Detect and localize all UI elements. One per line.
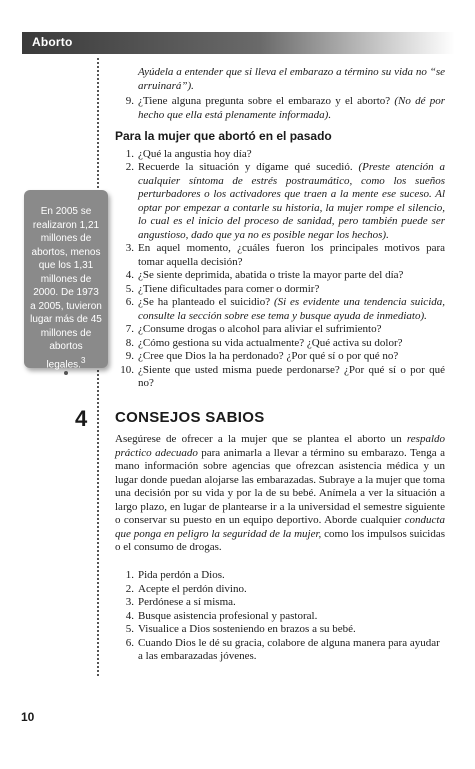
question-text: En aquel momento, ¿cuáles fueron los principales motivos para tomar aquella decisión? (138, 242, 445, 268)
page-number: 10 (21, 710, 35, 724)
question-text: Recuerde la situación y dígame qué sucedió. (138, 161, 353, 173)
item-number: 9. (125, 350, 134, 362)
sidebar-stat-text (30, 205, 102, 371)
question-text: ¿Consume drogas o alcohol para aliviar el sufrimiento? (138, 323, 382, 335)
list-item (115, 242, 445, 269)
past-questions-list (115, 148, 445, 391)
question-text: ¿Tiene dificultades para comer o dormir? (138, 282, 320, 295)
question-note: (Preste atención a cualquier síntoma de estrés postraumático, como los sueños perturbadores o los activadores que traen a la mente ese suceso. Al optar por empezar a contarle su historia, la mujer rompe el silencio, lo cual es el inicio del proceso de sanidad, pero también puede ser angustioso, dado que ya no es posible negar los hechos). (138, 161, 446, 241)
tip-text: Busque asistencia profesional y pastoral. (138, 609, 318, 622)
list-item (115, 596, 445, 610)
list-item (115, 269, 445, 283)
tip-text: Perdónese a sí misma. (138, 596, 236, 608)
continuation-text: Ayúdela a entender que si lleva el embarazo a término su vida no “se arruinará”). (138, 66, 445, 92)
question-text: ¿Cómo gestiona su vida actualmente? ¿Qué activa su dolor? (138, 336, 403, 349)
paragraph-text: Asegúrese de ofrecer a la mujer que se plantea el aborto un (115, 433, 407, 445)
item-number: 2. (125, 161, 134, 173)
list-item (115, 569, 445, 583)
list-item (115, 637, 445, 664)
question-text: ¿Se ha planteado el suicidio? (138, 296, 271, 308)
item-number: 1. (125, 147, 134, 160)
tip-text: Cuando Dios le dé su gracia, colabore de alguna manera para ayudar a las embarazadas jóvenes. (138, 636, 440, 662)
section-number: 4 (75, 406, 88, 431)
item-number: 9. (125, 95, 134, 107)
list-item (115, 337, 445, 351)
list-item (115, 323, 445, 337)
question-note: (Si es evidente una tendencia suicida, consulte la sección sobre ese tema y busque ayuda de inmediato). (138, 296, 445, 322)
item-number: 10. (120, 363, 134, 376)
item-number: 6. (125, 296, 134, 308)
tip-text: Visualice a Dios sosteniendo en brazos a su bebé. (138, 623, 356, 635)
section-paragraph (115, 433, 445, 555)
list-item (115, 364, 445, 391)
sidebar-connector-dot (64, 371, 68, 375)
list-item (115, 148, 445, 162)
tip-text: Acepte el perdón divino. (138, 582, 247, 595)
sidebar-footnote-ref: 3 (80, 354, 86, 365)
list-item (115, 623, 445, 637)
paragraph-text: como los impulsos suicidas o el consumo de drogas. (115, 527, 445, 553)
item-number: 4. (125, 609, 134, 622)
sidebar-stat-body: En 2005 se realizaron 1,21 millones de abortos, menos que los 1,31 millones de 2000. De 1973 a 2005, tuvieron lugar más de 45 millones de abortos legales. (30, 206, 102, 370)
list-item (115, 610, 445, 624)
paragraph-emphasis: respaldo práctico adecuado (115, 433, 445, 459)
tips-list (115, 569, 445, 664)
question-text: ¿Se siente deprimida, abatida o triste la mayor parte del día? (138, 269, 404, 281)
item-number: 5. (125, 282, 134, 295)
tip-text: Pida perdón a Dios. (138, 569, 225, 581)
paragraph-emphasis: conducta que ponga en peligro la seguridad de la mujer, (115, 514, 445, 540)
item-number: 4. (125, 269, 134, 281)
section-title: CONSEJOS SABIOS (115, 409, 265, 426)
list-item (115, 95, 445, 122)
paragraph-text: para animarla a llevar a término su embarazo. Tenga a mano información sobre agencias que ofrezcan asistencia médica y un lugar donde puedan alojarse las embarazadas. Subraye a la mujer que toma una decisión por su vida y por la de su bebé. Anímela a ver la situación a largo plazo, en lugar de plantearse ir a la universidad el semestre siguiente o conservar su puesto en un equipo deportivo. Aborde cualquier (115, 446, 445, 526)
tips-column (115, 569, 445, 664)
item-number: 1. (125, 569, 134, 581)
item-number: 7. (125, 323, 134, 335)
item-number: 8. (125, 336, 134, 349)
item-number: 3. (125, 596, 134, 608)
list-item (115, 583, 445, 597)
questions-top-list (115, 95, 445, 122)
question-text: ¿Cree que Dios la ha perdonado? ¿Por qué sí o por qué no? (138, 350, 399, 362)
list-item (115, 161, 445, 242)
list-item (115, 350, 445, 364)
question-text: ¿Tiene alguna pregunta sobre el embarazo y el aborto? (138, 95, 391, 107)
chapter-header-bar (22, 32, 455, 54)
question-text: ¿Siente que usted misma puede perdonarse? ¿Por qué sí o por qué no? (138, 363, 445, 389)
question-text: ¿Qué la angustia hoy día? (138, 147, 252, 160)
item-number: 5. (125, 623, 134, 635)
question-note: (No dé por hecho que ella está plenamente informada). (138, 95, 446, 121)
item-number: 2. (125, 582, 134, 595)
item-number: 6. (125, 636, 134, 649)
section-subheading: Para la mujer que abortó en el pasado (115, 129, 332, 143)
list-item (115, 283, 445, 297)
item-number: 3. (125, 242, 134, 254)
chapter-title: Aborto (32, 35, 73, 49)
list-item (115, 296, 445, 323)
main-text-column (115, 66, 445, 391)
